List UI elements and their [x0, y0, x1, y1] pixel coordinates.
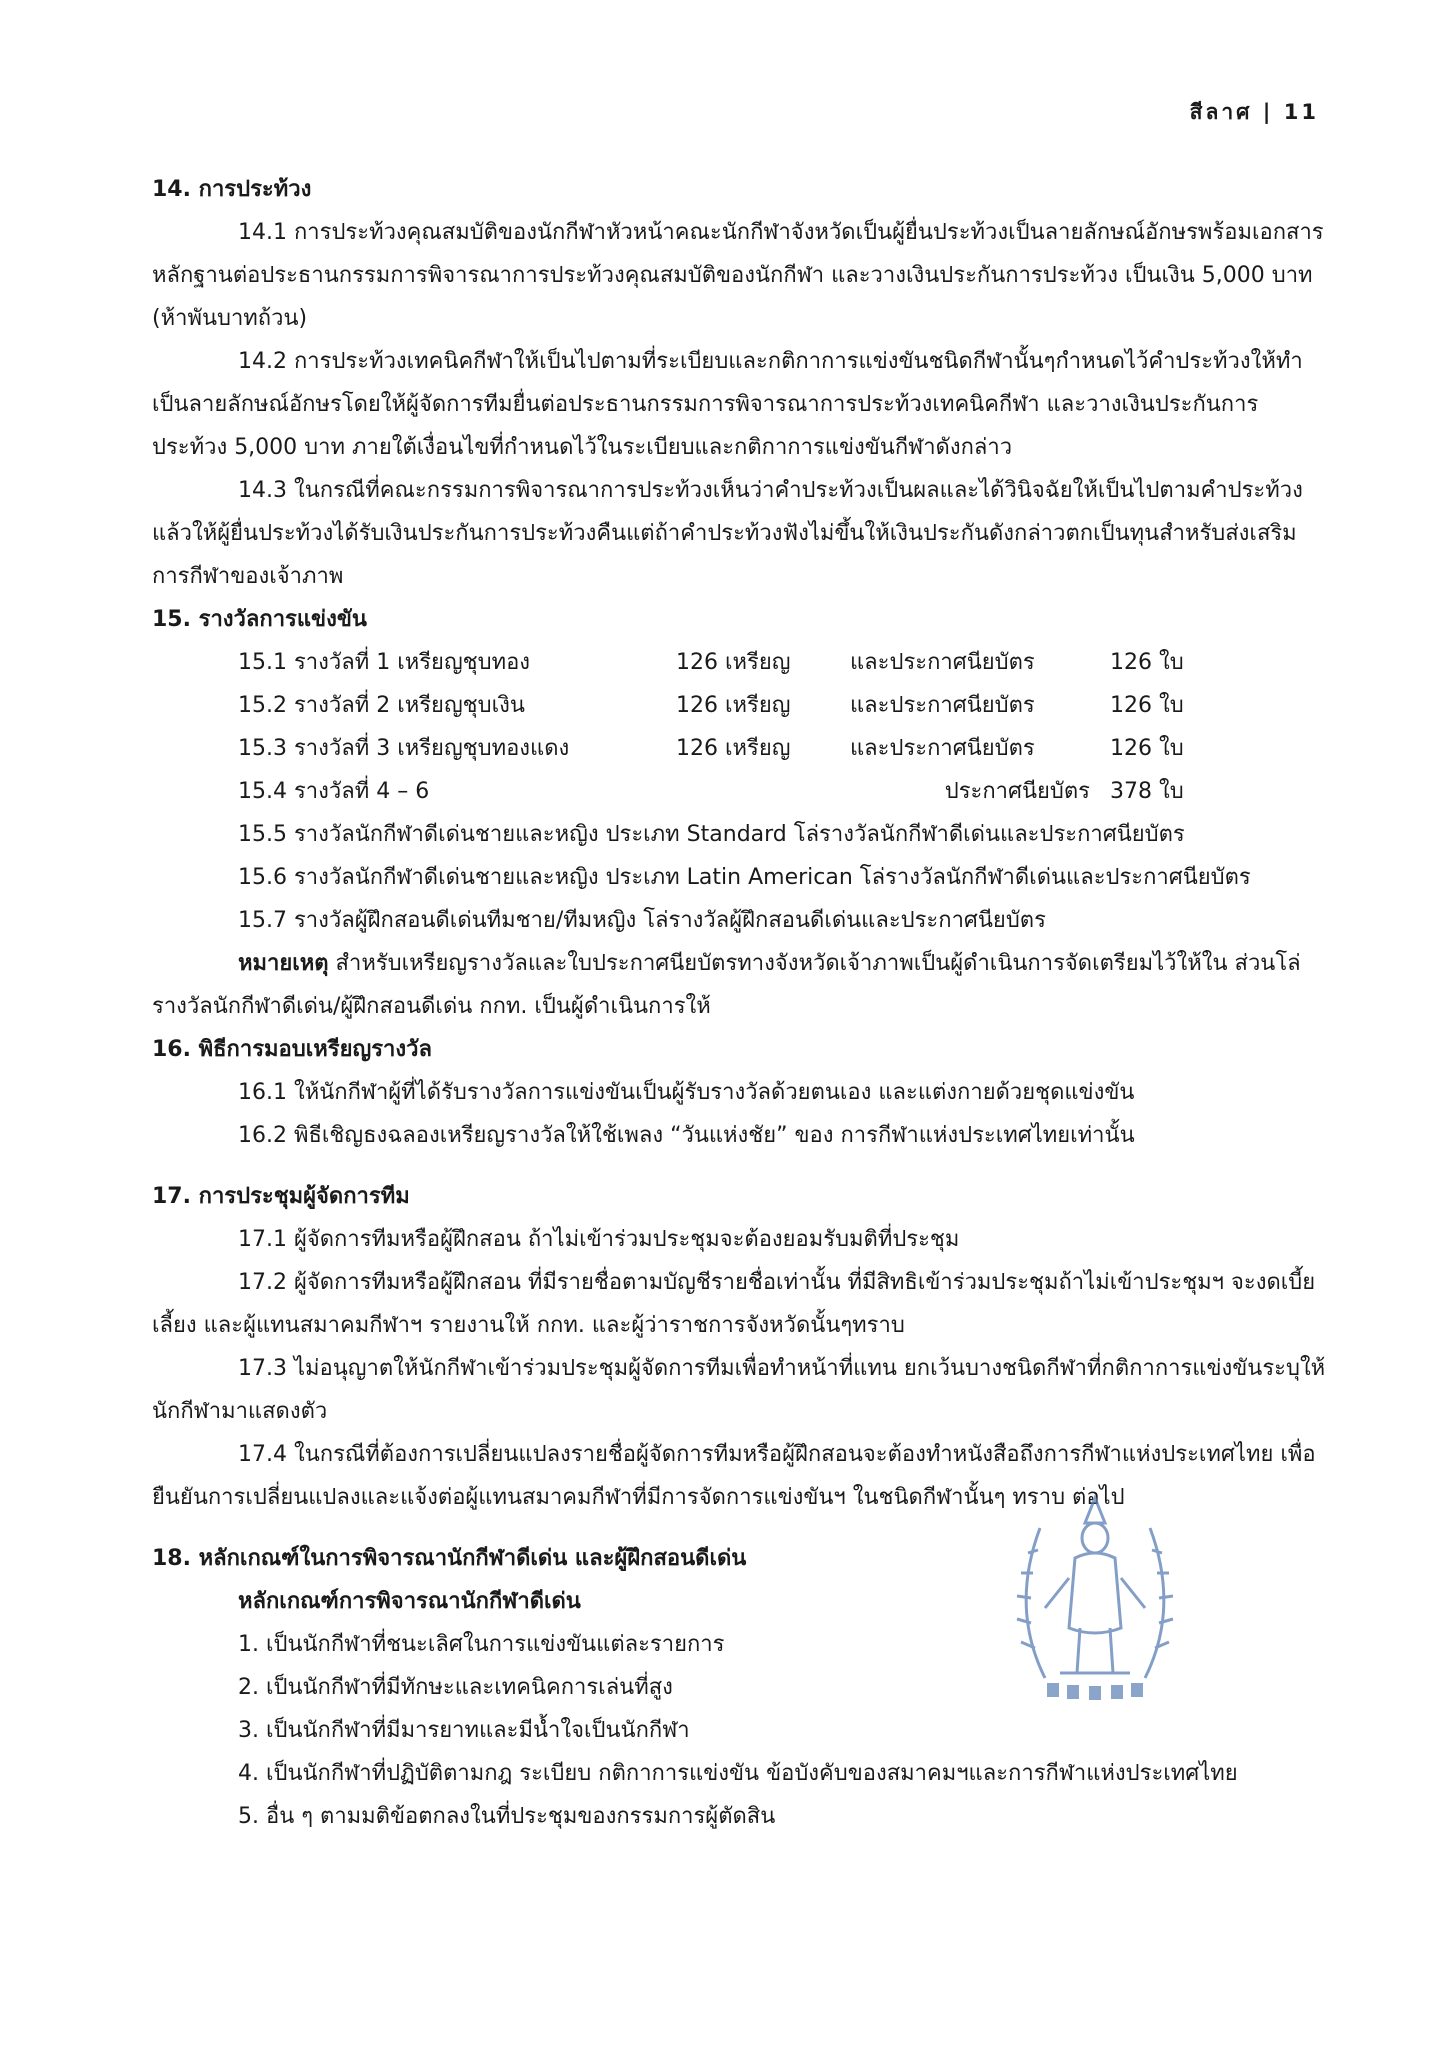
- criteria-item: 2. เป็นนักกีฬาที่มีทักษะและเทคนิคการเล่นที่สูง: [238, 1675, 673, 1700]
- award-medals: 126 เหรียญ: [676, 693, 791, 718]
- section-16-title: 16. พิธีการมอบเหรียญรางวัล: [152, 1037, 432, 1062]
- award-medals: 126 เหรียญ: [676, 650, 791, 675]
- award-row: [152, 684, 1327, 727]
- award-cert-count: 126 ใบ: [1110, 650, 1184, 675]
- criteria-item: 5. อื่น ๆ ตามมติข้อตกลงในที่ประชุมของกรรมการผู้ตัดสิน: [238, 1804, 776, 1829]
- section-14-1: 14.1 การประท้วงคุณสมบัติของนักกีฬาหัวหน้าคณะนักกีฬาจังหวัดเป็นผู้ยื่นประท้วงเป็นลายลักษณ์อักษรพร้อมเอกสารหลักฐานต่อประธานกรรมการพิจารณาการประท้วงคุณสมบัติของนักกีฬา และวางเงินประกันการประท้วง เป็นเงิน 5,000 บาท (ห้าพันบาทถ้วน): [152, 220, 1324, 331]
- award-cert-label: และประกาศนียบัตร: [850, 650, 1035, 675]
- award-label: 15.3 รางวัลที่ 3 เหรียญชุบทองแดง: [238, 736, 570, 761]
- section-17-3: 17.3 ไม่อนุญาตให้นักกีฬาเข้าร่วมประชุมผู้จัดการทีมเพื่อทำหน้าที่แทน ยกเว้นบางชนิดกีฬาที่กติกาการแข่งขันระบุให้นักกีฬามาแสดงตัว: [152, 1356, 1326, 1424]
- section-17-1: 17.1 ผู้จัดการทีมหรือผู้ฝึกสอน ถ้าไม่เข้าร่วมประชุมจะต้องยอมรับมติที่ประชุม: [238, 1227, 960, 1252]
- section-15-6: 15.6 รางวัลนักกีฬาดีเด่นชายและหญิง ประเภท Latin American โล่รางวัลนักกีฬาดีเด่นและประกาศนียบัตร: [238, 865, 1251, 890]
- section-17-2: 17.2 ผู้จัดการทีมหรือผู้ฝึกสอน ที่มีรายชื่อตามบัญชีรายชื่อเท่านั้น ที่มีสิทธิเข้าร่วมประชุมถ้าไม่เข้าประชุมฯ จะงดเบี้ยเลี้ยง และผู้แทนสมาคมกีฬาฯ รายงานให้ กกท. และผู้ว่าราชการจังหวัดนั้นๆทราบ: [152, 1270, 1316, 1338]
- section-18-subtitle: หลักเกณฑ์การพิจารณานักกีฬาดีเด่น: [238, 1589, 581, 1614]
- sports-authority-seal-icon: [1005, 1478, 1185, 1703]
- note-label: หมายเหตุ: [238, 951, 329, 976]
- section-15-7: 15.7 รางวัลผู้ฝึกสอนดีเด่นทีมชาย/ทีมหญิง โล่รางวัลผู้ฝึกสอนดีเด่นและประกาศนียบัตร: [238, 908, 1046, 933]
- note-text: สำหรับเหรียญรางวัลและใบประกาศนียบัตรทางจังหวัดเจ้าภาพเป็นผู้ดำเนินการจัดเตรียมไว้ให้ใน ส่วนโล่รางวัลนักกีฬาดีเด่น/ผู้ฝึกสอนดีเด่น กกท. เป็นผู้ดำเนินการให้: [152, 951, 1301, 1019]
- section-14-title: 14. การประท้วง: [152, 177, 312, 202]
- section-14-3: 14.3 ในกรณีที่คณะกรรมการพิจารณาการประท้วงเห็นว่าคำประท้วงเป็นผลและได้วินิจฉัยให้เป็นไปตามคำประท้วงแล้วให้ผู้ยื่นประท้วงได้รับเงินประกันการประท้วงคืนแต่ถ้าคำประท้วงฟังไม่ขึ้นให้เงินประกันดังกล่าวตกเป็นทุนสำหรับส่งเสริมการกีฬาของเจ้าภาพ: [152, 478, 1303, 589]
- criteria-item: 1. เป็นนักกีฬาที่ชนะเลิศในการแข่งขันแต่ละรายการ: [238, 1632, 725, 1657]
- award-cert-count: 126 ใบ: [1110, 736, 1184, 761]
- award-row: [152, 727, 1327, 770]
- award-cert-count: 378 ใบ: [1110, 779, 1184, 804]
- section-15-5: 15.5 รางวัลนักกีฬาดีเด่นชายและหญิง ประเภท Standard โล่รางวัลนักกีฬาดีเด่นและประกาศนียบัตร: [238, 822, 1185, 847]
- award-cert-label: และประกาศนียบัตร: [850, 693, 1035, 718]
- award-row: [152, 770, 1327, 813]
- criteria-item: 4. เป็นนักกีฬาที่ปฏิบัติตามกฎ ระเบียบ กติกาการแข่งขัน ข้อบังคับของสมาคมฯและการกีฬาแห่งประเทศไทย: [238, 1761, 1238, 1786]
- section-15-note: [152, 942, 1327, 1028]
- award-label: 15.4 รางวัลที่ 4 – 6: [238, 779, 430, 804]
- section-17-title: 17. การประชุมผู้จัดการทีม: [152, 1184, 410, 1209]
- award-cert-label: และประกาศนียบัตร: [850, 736, 1035, 761]
- award-label: 15.2 รางวัลที่ 2 เหรียญชุบเงิน: [238, 693, 525, 718]
- section-15-title: 15. รางวัลการแข่งขัน: [152, 607, 367, 632]
- section-16-2: 16.2 พิธีเชิญธงฉลองเหรียญรางวัลให้ใช้เพลง “วันแห่งชัย” ของ การกีฬาแห่งประเทศไทยเท่านั้น: [238, 1123, 1135, 1148]
- section-18-title: 18. หลักเกณฑ์ในการพิจารณานักกีฬาดีเด่น และผู้ฝึกสอนดีเด่น: [152, 1546, 747, 1571]
- award-label: 15.1 รางวัลที่ 1 เหรียญชุบทอง: [238, 650, 531, 675]
- section-16-1: 16.1 ให้นักกีฬาผู้ที่ได้รับรางวัลการแข่งขันเป็นผู้รับรางวัลด้วยตนเอง และแต่งกายด้วยชุดแข่งขัน: [238, 1080, 1135, 1105]
- award-cert-count: 126 ใบ: [1110, 693, 1184, 718]
- page-header: สีลาศ | 11: [1189, 100, 1319, 124]
- award-cert-label: ประกาศนียบัตร: [944, 779, 1090, 804]
- criteria-item: 3. เป็นนักกีฬาที่มีมารยาทและมีน้ำใจเป็นนักกีฬา: [238, 1718, 690, 1743]
- section-17-4: 17.4 ในกรณีที่ต้องการเปลี่ยนแปลงรายชื่อผู้จัดการทีมหรือผู้ฝึกสอนจะต้องทำหนังสือถึงการกีฬาแห่งประเทศไทย เพื่อยืนยันการเปลี่ยนแปลงและแจ้งต่อผู้แทนสมาคมกีฬาที่มีการจัดการแข่งขันฯ ในชนิดกีฬานั้นๆ ทราบ ต่อไป: [152, 1442, 1316, 1510]
- award-medals: 126 เหรียญ: [676, 736, 791, 761]
- section-14-2: 14.2 การประท้วงเทคนิคกีฬาให้เป็นไปตามที่ระเบียบและกติกาการแข่งขันชนิดกีฬานั้นๆกำหนดไว้คำประท้วงให้ทำเป็นลายลักษณ์อักษรโดยให้ผู้จัดการทีมยื่นต่อประธานกรรมการพิจารณาการประท้วงเทคนิคกีฬา และวางเงินประกันการประท้วง 5,000 บาท ภายใต้เงื่อนไขที่กำหนดไว้ในระเบียบและกติกาการแข่งขันกีฬาดังกล่าว: [152, 349, 1303, 460]
- award-row: [152, 641, 1327, 684]
